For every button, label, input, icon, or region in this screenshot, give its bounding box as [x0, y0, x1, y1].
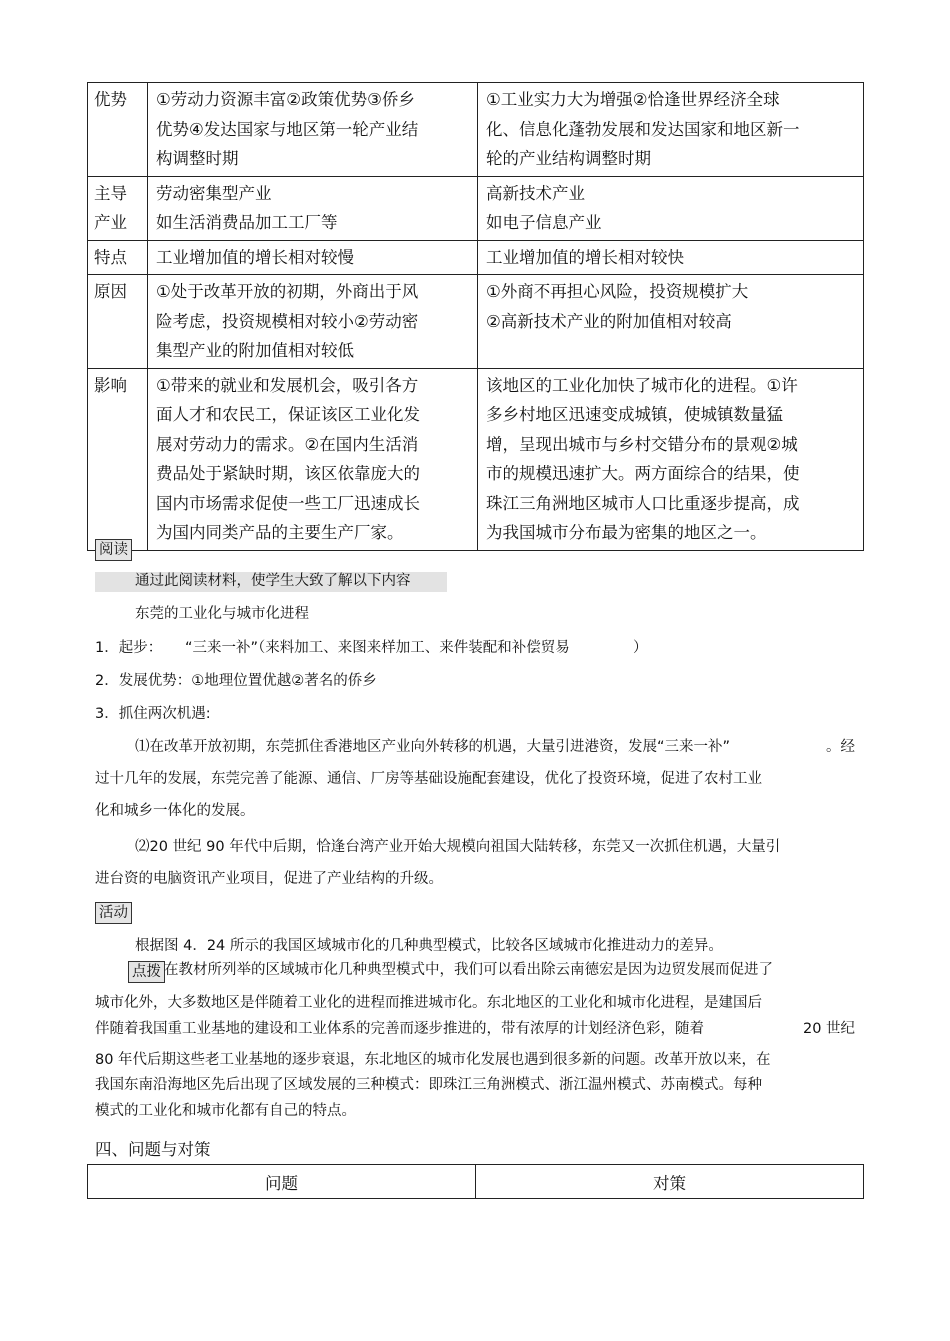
cell-line: ①外商不再担心风险，投资规模扩大 — [486, 282, 749, 301]
cell-line: 工业增加值的增长相对较快 — [486, 247, 684, 267]
reading-tag: 阅读 — [95, 539, 132, 561]
cell-line: 多乡村地区迅速变成城镇，使城镇数量猛 — [486, 405, 783, 424]
hint-tag: 点拨 — [128, 961, 165, 983]
cell-phase-2 — [478, 275, 864, 369]
cell-phase-2 — [478, 368, 864, 550]
row-header: 影响 — [88, 368, 148, 550]
cell-line: ①劳动力资源丰富②政策优势③侨乡 — [156, 90, 415, 109]
problem-solution-table — [87, 1164, 864, 1199]
activity-tag: 活动 — [95, 902, 132, 924]
reading-p1-line3: 化和城乡一体化的发展。 — [95, 803, 255, 819]
cell-line: 如电子信息产业 — [486, 213, 602, 232]
reading-p1-line2: 过十几年的发展，东莞完善了能源、通信、厂房等基础设施配套建设，优化了投资环境，促进了农村工业 — [95, 771, 762, 787]
reading-item-1-text: “三来一补”（来料加工、来图来样加工、来件装配和补偿贸易 — [185, 640, 570, 656]
hint-line-4: 80 年代后期这些老工业基地的逐步衰退，东北地区的城市化发展也遇到很多新的问题。改革开放以来，在 — [95, 1052, 771, 1068]
cell-line: 工业增加值的增长相对较慢 — [156, 247, 354, 267]
cell-phase-1 — [148, 275, 478, 369]
reading-p2-line2: 进台资的电脑资讯产业项目，促进了产业结构的升级。 — [95, 871, 443, 887]
section-4-heading: 四、问题与对策 — [95, 1140, 211, 1159]
reading-item-2: 2．发展优势：①地理位置优越②著名的侨乡 — [95, 673, 377, 689]
cell-phase-2 — [478, 83, 864, 177]
table-row — [88, 368, 864, 550]
hint-line-3: 伴随着我国重工业基地的建设和工业体系的完善而逐步推进的，带有浓厚的计划经济色彩，随着 — [95, 1021, 704, 1037]
activity-text: 根据图 4．24 所示的我国区域城市化的几种典型模式，比较各区域城市化推进动力的差异。 — [135, 938, 723, 954]
row-header-line: 主导 — [94, 183, 127, 203]
solution-header: 对策 — [476, 1165, 864, 1199]
hint-line-5: 我国东南沿海地区先后出现了区域发展的三种模式：即珠江三角洲模式、浙江温州模式、苏南模式。每种 — [95, 1077, 762, 1093]
cell-line: 展对劳动力的需求。②在国内生活消 — [156, 434, 419, 454]
row-header: 优势 — [88, 83, 148, 177]
row-header: 原因 — [88, 275, 148, 369]
hint-line-3-end: 20 世纪 — [803, 1021, 856, 1037]
reading-p1-end: 。经 — [826, 739, 855, 755]
table-row — [88, 83, 864, 177]
cell-phase-1 — [148, 240, 478, 275]
table-row — [88, 176, 864, 240]
cell-line: ①带来的就业和发展机会，吸引各方 — [156, 375, 419, 395]
cell-line: 为国内同类产品的主要生产厂家。 — [156, 523, 404, 542]
cell-line: 该地区的工业化加快了城市化的进程。①许 — [486, 375, 798, 395]
row-header — [88, 176, 148, 240]
cell-line: 优势④发达国家与地区第一轮产业结 — [156, 119, 419, 139]
cell-line: 险考虑，投资规模相对较小②劳动密 — [156, 311, 419, 331]
reading-p2-line1: ⑵20 世纪 90 年代中后期，恰逢台湾产业开始大规模向祖国大陆转移，东莞又一次抓住机遇，大量引 — [135, 839, 781, 855]
cell-phase-2 — [478, 176, 864, 240]
cell-line: 集型产业的附加值相对较低 — [156, 341, 354, 360]
cell-phase-1 — [148, 83, 478, 177]
cell-line: 劳动密集型产业 — [156, 183, 272, 203]
comparison-table — [87, 82, 864, 551]
cell-line: 高新技术产业 — [486, 183, 585, 203]
cell-line: 增，呈现出城市与乡村交错分布的景观②城 — [486, 434, 798, 454]
cell-line: 化、信息化蓬勃发展和发达国家和地区新一 — [486, 119, 800, 139]
reading-p1-line1: ⑴在改革开放初期，东莞抓住香港地区产业向外转移的机遇，大量引进港资，发展“三来一补” — [135, 739, 731, 755]
cell-line: 如生活消费品加工工厂等 — [156, 213, 338, 232]
cell-line: 国内市场需求促使一些工厂迅速成长 — [156, 493, 420, 513]
cell-line: ①工业实力大为增强②恰逢世界经济全球 — [486, 90, 780, 109]
cell-line: ①处于改革开放的初期，外商出于风 — [156, 282, 419, 301]
cell-line: 面人才和农民工，保证该区工业化发 — [156, 405, 420, 424]
reading-item-1-label: 1．起步： — [95, 640, 163, 656]
cell-phase-1 — [148, 176, 478, 240]
reading-intro: 通过此阅读材料，使学生大致了解以下内容 — [135, 573, 411, 589]
table-row — [88, 275, 864, 369]
cell-line: 费品处于紧缺时期，该区依靠庞大的 — [156, 464, 420, 483]
cell-phase-2 — [478, 240, 864, 275]
cell-line: 轮的产业结构调整时期 — [486, 149, 651, 168]
row-header-line: 产业 — [94, 213, 127, 232]
cell-line: ②高新技术产业的附加值相对较高 — [486, 311, 732, 331]
hint-line-2: 城市化外，大多数地区是伴随着工业化的进程而推进城市化。东北地区的工业化和城市化进程，是建国后 — [95, 995, 762, 1011]
reading-title: 东莞的工业化与城市化进程 — [135, 606, 309, 622]
problem-header: 问题 — [88, 1165, 476, 1199]
cell-line: 构调整时期 — [156, 149, 239, 168]
reading-item-1-close: ） — [633, 640, 648, 656]
cell-line: 为我国城市分布最为密集的地区之一。 — [486, 523, 767, 542]
hint-line-6: 模式的工业化和城市化都有自己的特点。 — [95, 1103, 356, 1119]
cell-line: 珠江三角洲地区城市人口比重逐步提高，成 — [486, 493, 800, 513]
cell-phase-1 — [148, 368, 478, 550]
cell-line: 市的规模迅速扩大。两方面综合的结果，使 — [486, 464, 800, 483]
table-row — [88, 240, 864, 275]
reading-item-3: 3．抓住两次机遇: — [95, 706, 211, 722]
hint-line-1: 在教材所列举的区域城市化几种典型模式中，我们可以看出除云南德宏是因为边贸发展而促进了 — [164, 962, 773, 978]
row-header: 特点 — [88, 240, 148, 275]
